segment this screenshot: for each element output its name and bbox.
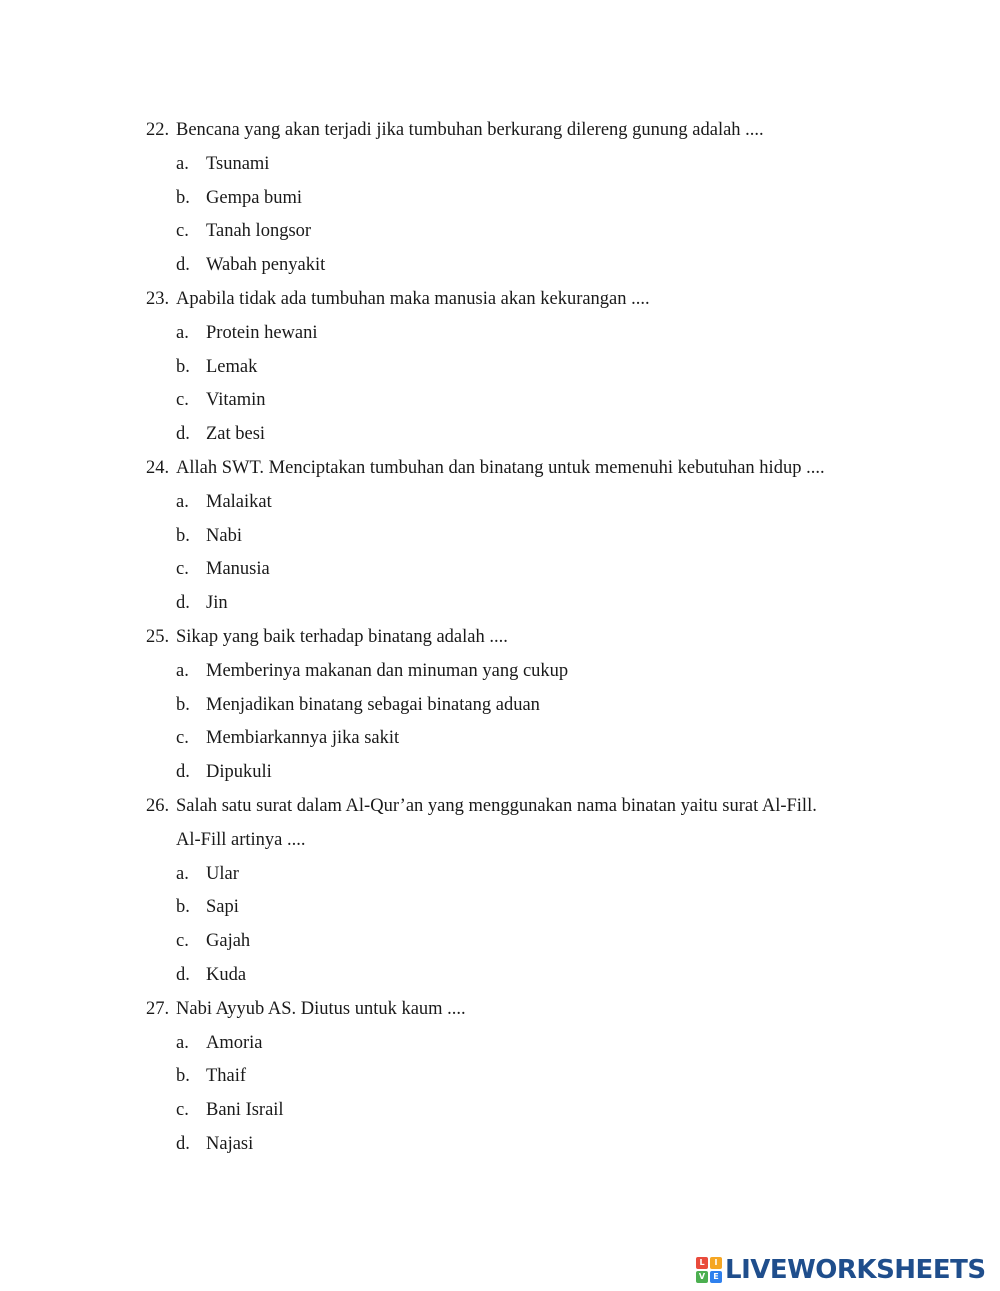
- option-letter: d.: [176, 965, 190, 985]
- answer-option[interactable]: [176, 1030, 263, 1056]
- option-text: Gajah: [206, 931, 251, 951]
- option-text: Najasi: [206, 1134, 254, 1154]
- option-text: Gempa bumi: [206, 188, 303, 208]
- option-letter: d.: [176, 255, 190, 275]
- answer-option[interactable]: [176, 1063, 246, 1089]
- answer-option[interactable]: [176, 962, 246, 988]
- question-24: [146, 455, 825, 481]
- question-text: Al-Fill artinya ....: [176, 830, 306, 850]
- option-text: Tanah longsor: [206, 221, 312, 241]
- option-letter: c.: [176, 1100, 189, 1120]
- question-22: [146, 117, 764, 143]
- option-text: Protein hewani: [206, 323, 318, 343]
- option-text: Vitamin: [206, 390, 266, 410]
- answer-option[interactable]: [176, 387, 266, 413]
- question-27: [146, 996, 466, 1022]
- option-text: Membiarkannya jika sakit: [206, 728, 400, 748]
- option-letter: b.: [176, 695, 190, 715]
- answer-option[interactable]: [176, 252, 325, 278]
- question-number: 23.: [146, 289, 170, 309]
- question-23: [146, 286, 650, 312]
- question-continuation: [176, 827, 305, 853]
- option-text: Ular: [206, 864, 239, 884]
- option-letter: b.: [176, 188, 190, 208]
- option-letter: c.: [176, 221, 189, 241]
- answer-option[interactable]: [176, 218, 311, 244]
- option-letter: a.: [176, 154, 189, 174]
- question-text: Allah SWT. Menciptakan tumbuhan dan binatang untuk memenuhi kebutuhan hidup ....: [176, 458, 825, 478]
- brand-name: LIVEWORKSHEETS: [725, 1255, 986, 1285]
- option-letter: a.: [176, 864, 189, 884]
- option-text: Nabi: [206, 526, 242, 546]
- liveworksheets-logo-icon: [696, 1257, 722, 1283]
- option-letter: b.: [176, 1066, 190, 1086]
- answer-option[interactable]: [176, 725, 399, 751]
- answer-option[interactable]: [176, 590, 228, 616]
- option-text: Tsunami: [206, 154, 270, 174]
- answer-option[interactable]: [176, 759, 272, 785]
- option-letter: d.: [176, 762, 190, 782]
- answer-option[interactable]: [176, 421, 265, 447]
- answer-option[interactable]: [176, 489, 272, 515]
- option-text: Menjadikan binatang sebagai binatang aduan: [206, 695, 540, 715]
- answer-option[interactable]: [176, 692, 540, 718]
- option-letter: a.: [176, 661, 189, 681]
- option-letter: c.: [176, 390, 189, 410]
- option-letter: d.: [176, 1134, 190, 1154]
- answer-option[interactable]: [176, 185, 302, 211]
- question-number: 27.: [146, 999, 170, 1019]
- logo-square-l: L: [696, 1257, 708, 1269]
- option-text: Sapi: [206, 897, 239, 917]
- question-number: 26.: [146, 796, 170, 816]
- option-text: Wabah penyakit: [206, 255, 326, 275]
- option-letter: b.: [176, 526, 190, 546]
- logo-square-i: I: [710, 1257, 722, 1269]
- answer-option[interactable]: [176, 928, 250, 954]
- liveworksheets-brand[interactable]: [696, 1255, 986, 1285]
- logo-square-e: E: [710, 1271, 722, 1283]
- option-letter: c.: [176, 931, 189, 951]
- option-letter: a.: [176, 1033, 189, 1053]
- question-number: 24.: [146, 458, 170, 478]
- logo-square-v: V: [696, 1271, 708, 1283]
- answer-option[interactable]: [176, 151, 269, 177]
- option-letter: b.: [176, 357, 190, 377]
- answer-option[interactable]: [176, 1097, 284, 1123]
- option-text: Memberinya makanan dan minuman yang cukup: [206, 661, 569, 681]
- option-text: Malaikat: [206, 492, 272, 512]
- answer-option[interactable]: [176, 894, 239, 920]
- answer-option[interactable]: [176, 354, 257, 380]
- option-letter: d.: [176, 593, 190, 613]
- option-letter: c.: [176, 559, 189, 579]
- answer-option[interactable]: [176, 523, 242, 549]
- question-text: Sikap yang baik terhadap binatang adalah ....: [176, 627, 508, 647]
- option-letter: d.: [176, 424, 190, 444]
- question-text: Bencana yang akan terjadi jika tumbuhan berkurang dilereng gunung adalah ....: [176, 120, 764, 140]
- option-text: Amoria: [206, 1033, 263, 1053]
- option-text: Jin: [206, 593, 228, 613]
- question-text: Nabi Ayyub AS. Diutus untuk kaum ....: [176, 999, 466, 1019]
- answer-option[interactable]: [176, 556, 270, 582]
- answer-option[interactable]: [176, 658, 568, 684]
- option-letter: b.: [176, 897, 190, 917]
- question-text: Salah satu surat dalam Al-Qur’an yang menggunakan nama binatan yaitu surat Al-Fill.: [176, 796, 817, 816]
- answer-option[interactable]: [176, 320, 318, 346]
- option-text: Zat besi: [206, 424, 266, 444]
- option-letter: c.: [176, 728, 189, 748]
- answer-option[interactable]: [176, 861, 239, 887]
- option-text: Kuda: [206, 965, 247, 985]
- question-number: 22.: [146, 120, 170, 140]
- option-text: Bani Israil: [206, 1100, 284, 1120]
- question-26: [146, 793, 817, 819]
- question-25: [146, 624, 508, 650]
- option-text: Dipukuli: [206, 762, 272, 782]
- answer-option[interactable]: [176, 1131, 253, 1157]
- question-number: 25.: [146, 627, 170, 647]
- option-text: Thaif: [206, 1066, 247, 1086]
- option-letter: a.: [176, 323, 189, 343]
- option-text: Manusia: [206, 559, 270, 579]
- question-text: Apabila tidak ada tumbuhan maka manusia akan kekurangan ....: [176, 289, 650, 309]
- option-text: Lemak: [206, 357, 258, 377]
- option-letter: a.: [176, 492, 189, 512]
